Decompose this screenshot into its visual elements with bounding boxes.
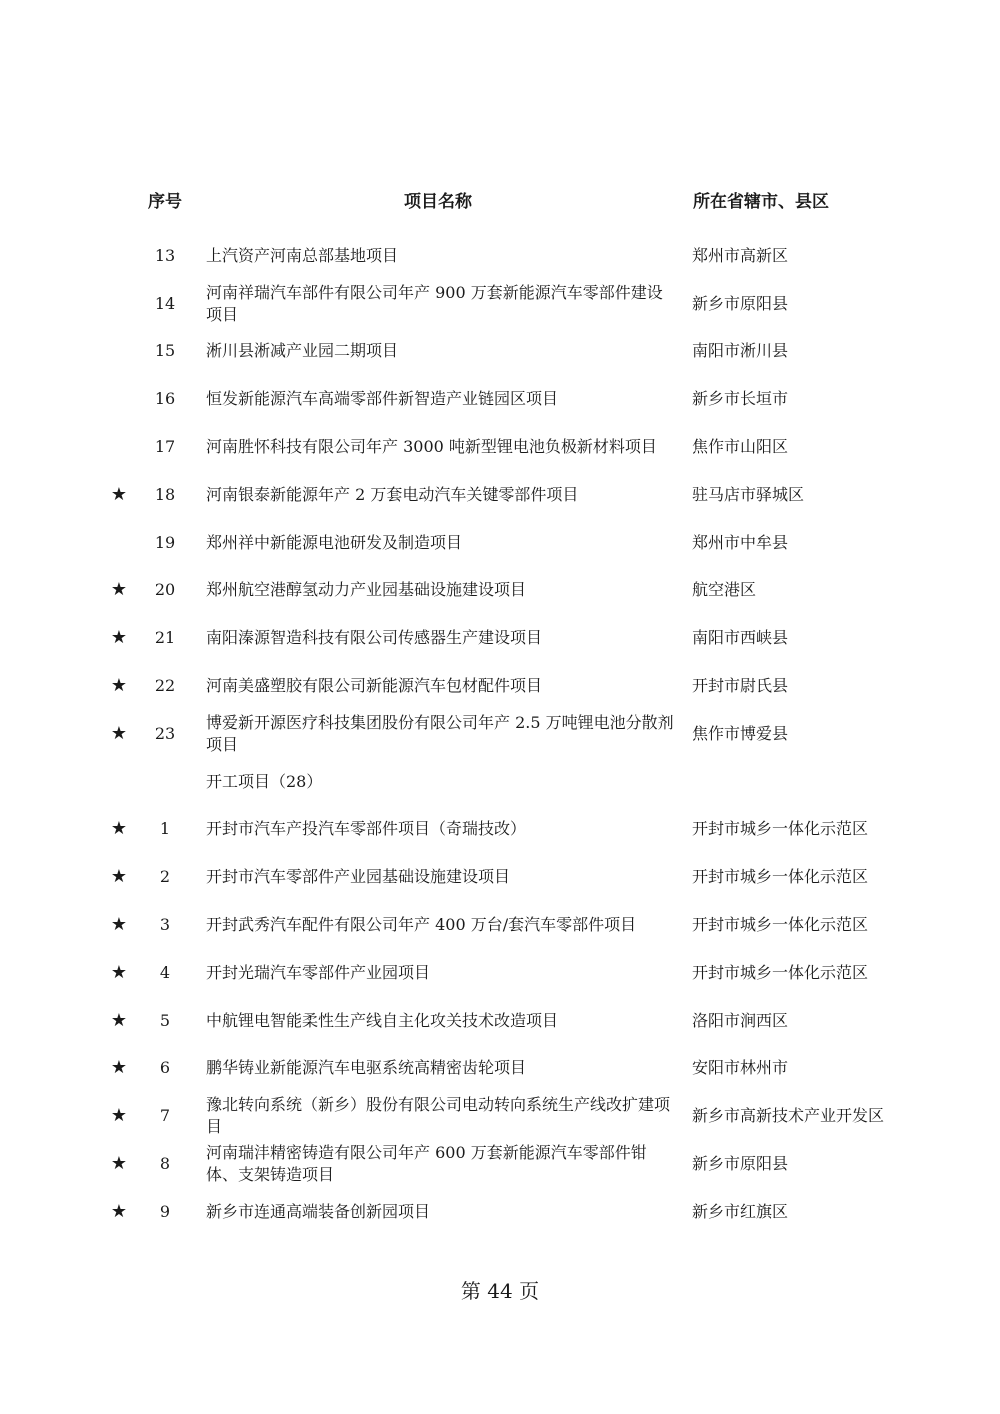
table-row [0, 375, 1000, 423]
star-marker [108, 232, 130, 280]
row-number: 19 [154, 532, 176, 552]
project-location: 郑州市高新区 [692, 245, 789, 265]
project-location: 新乡市长垣市 [692, 389, 789, 409]
project-name: 开封市汽车产投汽车零部件项目（奇瑞技改） [206, 819, 527, 839]
row-number: 7 [159, 1106, 171, 1126]
star-marker: ★ [110, 961, 128, 983]
project-location: 开封市城乡一体化示范区 [692, 867, 869, 887]
star-marker: ★ [110, 722, 128, 744]
star-marker: ★ [110, 1153, 128, 1175]
table-row [0, 567, 1000, 615]
project-name: 开封光瑞汽车零部件产业园项目 [206, 962, 431, 982]
project-name: 河南瑞沣精密铸造有限公司年产 600 万套新能源汽车零部件钳体、支架铸造项目 [206, 1143, 647, 1185]
table-row [0, 328, 1000, 376]
project-name: 开工项目（28） [206, 771, 323, 791]
table-row [0, 614, 1000, 662]
project-location: 驻马店市驿城区 [692, 484, 805, 504]
row-number: 8 [159, 1154, 171, 1174]
project-name: 开封市汽车零部件产业园基础设施建设项目 [206, 867, 511, 887]
star-marker: ★ [110, 675, 128, 697]
project-location: 焦作市山阳区 [692, 437, 789, 457]
project-location: 焦作市博爱县 [692, 723, 789, 743]
table-row [0, 519, 1000, 567]
row-number: 14 [154, 293, 176, 313]
project-name: 郑州航空港醇氢动力产业园基础设施建设项目 [206, 580, 527, 600]
star-marker [108, 328, 130, 376]
table-row [0, 1140, 1000, 1188]
row-number: 15 [154, 341, 176, 361]
project-location: 开封市尉氏县 [692, 676, 789, 696]
project-location: 开封市城乡一体化示范区 [692, 819, 869, 839]
table-row [0, 662, 1000, 710]
project-location: 新乡市原阳县 [692, 293, 789, 313]
table-row [0, 949, 1000, 997]
table-row [0, 901, 1000, 949]
row-number: 6 [159, 1058, 171, 1078]
row-number: 5 [159, 1010, 171, 1030]
project-location: 新乡市红旗区 [692, 1201, 789, 1221]
project-name: 新乡市连通高端装备创新园项目 [206, 1201, 431, 1221]
project-name: 鹏华铸业新能源汽车电驱系统高精密齿轮项目 [206, 1058, 527, 1078]
project-location: 郑州市中牟县 [692, 532, 789, 552]
project-location: 新乡市原阳县 [692, 1154, 789, 1174]
table-row [0, 710, 1000, 758]
table-row [0, 471, 1000, 519]
project-location [692, 758, 897, 806]
star-marker: ★ [110, 914, 128, 936]
row-number: 21 [154, 628, 176, 648]
table-row [0, 1188, 1000, 1236]
row-number: 17 [154, 437, 176, 457]
star-marker: ★ [110, 1009, 128, 1031]
project-name: 开封武秀汽车配件有限公司年产 400 万台/套汽车零部件项目 [206, 915, 637, 935]
project-location: 安阳市林州市 [692, 1058, 789, 1078]
project-name: 豫北转向系统（新乡）股份有限公司电动转向系统生产线改扩建项目 [206, 1095, 671, 1137]
star-marker: ★ [110, 866, 128, 888]
star-marker: ★ [110, 1057, 128, 1079]
row-number: 9 [159, 1201, 171, 1221]
table-row [0, 280, 1000, 328]
table-header [0, 187, 1000, 217]
row-number: 20 [154, 580, 176, 600]
star-marker: ★ [110, 483, 128, 505]
row-number: 23 [154, 723, 176, 743]
project-location: 开封市城乡一体化示范区 [692, 962, 869, 982]
project-location: 洛阳市涧西区 [692, 1010, 789, 1030]
row-number: 1 [159, 819, 171, 839]
header-project-name: 项目名称 [404, 192, 472, 212]
project-table [0, 232, 1000, 1236]
project-name: 中航锂电智能柔性生产线自主化攻关技术改造项目 [206, 1010, 559, 1030]
project-location: 南阳市淅川县 [692, 341, 789, 361]
star-marker [108, 758, 130, 806]
project-name: 河南美盛塑胶有限公司新能源汽车包材配件项目 [206, 676, 543, 696]
page-number: 第 44 页 [460, 1279, 540, 1303]
star-marker: ★ [110, 1200, 128, 1222]
row-number: 4 [159, 962, 171, 982]
star-marker [108, 280, 130, 328]
header-seq: 序号 [148, 192, 182, 212]
star-marker: ★ [110, 818, 128, 840]
row-number: 16 [154, 389, 176, 409]
star-marker: ★ [110, 627, 128, 649]
table-row [0, 806, 1000, 854]
project-name: 南阳溱源智造科技有限公司传感器生产建设项目 [206, 628, 543, 648]
project-location: 航空港区 [692, 580, 757, 600]
project-location: 南阳市西峡县 [692, 628, 789, 648]
star-marker: ★ [110, 1105, 128, 1127]
project-name: 河南胜怀科技有限公司年产 3000 吨新型锂电池负极新材料项目 [206, 437, 657, 457]
table-row [0, 1045, 1000, 1093]
table-row [0, 1092, 1000, 1140]
header-location: 所在省辖市、县区 [693, 192, 829, 212]
table-row [0, 232, 1000, 280]
project-name: 恒发新能源汽车高端零部件新智造产业链园区项目 [206, 389, 559, 409]
row-number: 18 [154, 484, 176, 504]
star-marker [108, 375, 130, 423]
table-row [0, 758, 1000, 806]
project-name: 郑州祥中新能源电池研发及制造项目 [206, 532, 463, 552]
project-location: 新乡市高新技术产业开发区 [692, 1106, 885, 1126]
table-row [0, 423, 1000, 471]
row-number: 22 [154, 676, 176, 696]
table-row [0, 853, 1000, 901]
row-number: 2 [159, 867, 171, 887]
row-number [140, 758, 190, 806]
project-location: 开封市城乡一体化示范区 [692, 915, 869, 935]
star-marker: ★ [110, 579, 128, 601]
project-name: 河南银泰新能源年产 2 万套电动汽车关键零部件项目 [206, 484, 579, 504]
star-marker [108, 519, 130, 567]
project-name: 河南祥瑞汽车部件有限公司年产 900 万套新能源汽车零部件建设项目 [206, 282, 663, 324]
table-row [0, 997, 1000, 1045]
project-name: 上汽资产河南总部基地项目 [206, 245, 399, 265]
row-number: 3 [159, 915, 171, 935]
project-name: 博爱新开源医疗科技集团股份有限公司年产 2.5 万吨锂电池分散剂项目 [206, 712, 674, 754]
star-marker [108, 423, 130, 471]
project-name: 淅川县淅减产业园二期项目 [206, 341, 399, 361]
row-number: 13 [154, 245, 176, 265]
